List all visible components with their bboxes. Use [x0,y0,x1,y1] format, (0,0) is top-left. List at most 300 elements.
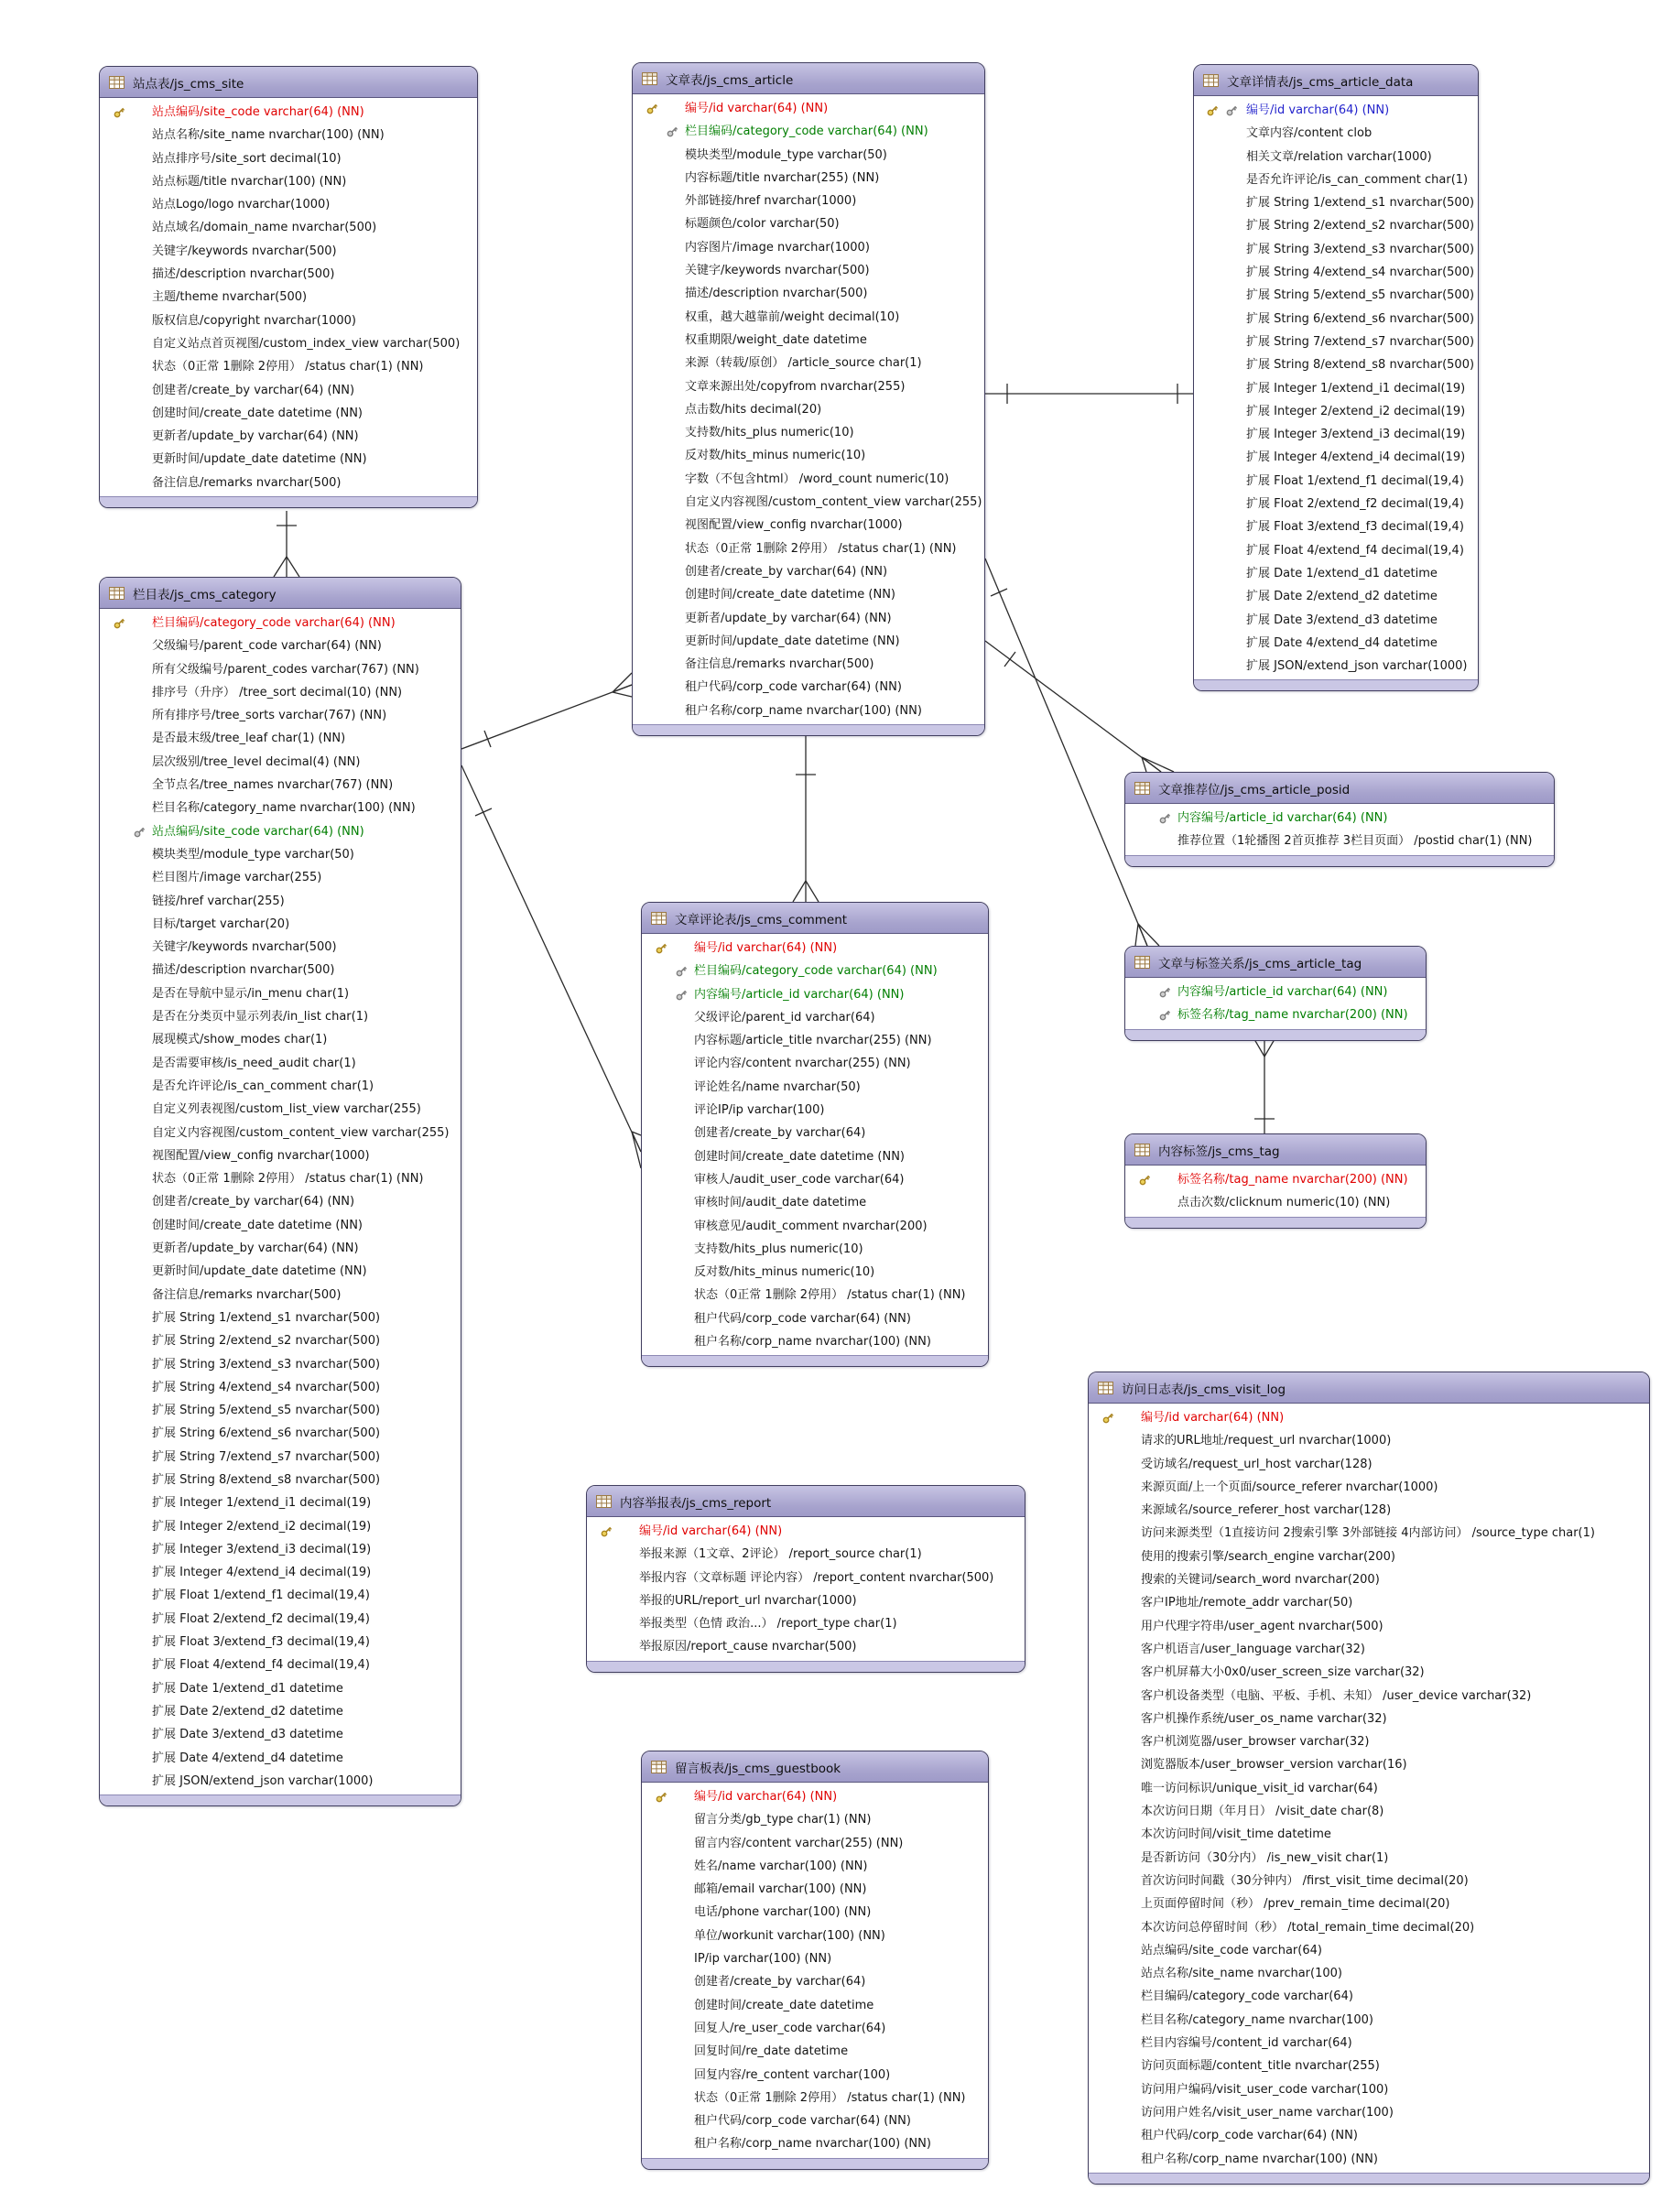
field-row[interactable] [1089,1406,1649,1429]
field-label: 字数（不包含html） /word_count numeric(10) [685,472,949,486]
field-label: 扩展 Date 2/extend_d2 datetime [152,1704,343,1719]
field-row[interactable] [100,1654,461,1676]
field-row[interactable] [642,1076,988,1099]
field-label: 扩展 String 4/extend_s4 nvarchar(500) [152,1380,381,1394]
field-row[interactable] [587,1612,1025,1635]
field-row[interactable] [1089,1591,1649,1614]
field-row[interactable] [100,1190,461,1213]
field-row[interactable] [1089,1615,1649,1638]
field-row[interactable] [642,1785,988,1808]
field-row[interactable] [100,1700,461,1723]
field-row[interactable] [1089,1429,1649,1452]
field-row[interactable] [100,843,461,866]
field-row[interactable] [1194,284,1478,307]
field-label: 状态（0正常 1删除 2停用） /status char(1) (NN) [694,1288,966,1303]
table-title: 栏目表/js_cms_category [133,587,277,602]
field-row[interactable] [633,560,984,583]
field-row[interactable] [642,1215,988,1238]
field-label: 文章来源出处/copyfrom nvarchar(255) [685,379,906,394]
field-row[interactable] [100,147,477,170]
field-row[interactable] [633,676,984,699]
field-row[interactable] [1194,515,1478,538]
field-row[interactable] [1089,1962,1649,1985]
field-row[interactable] [642,2040,988,2063]
table-header-tag[interactable] [1125,1134,1426,1166]
field-row[interactable] [1089,2124,1649,2147]
field-row[interactable] [1089,1847,1649,1870]
field-row[interactable] [633,120,984,143]
field-row[interactable] [100,1028,461,1051]
field-label: 站点名称/site_name nvarchar(100) (NN) [152,128,385,143]
field-row[interactable] [633,583,984,606]
field-row[interactable] [100,193,477,216]
field-row[interactable] [100,1005,461,1028]
field-row[interactable] [642,1052,988,1075]
field-row[interactable] [100,1075,461,1098]
field-row[interactable] [100,355,477,378]
field-row[interactable] [100,1399,461,1422]
field-row[interactable] [1089,2148,1649,2171]
field-row[interactable] [1089,1777,1649,1800]
field-label: 创建时间/create_date datetime [694,1998,874,2012]
field-row[interactable] [1125,981,1426,1003]
relationship-line-article-article_tag [985,558,1147,946]
field-row[interactable] [100,1376,461,1399]
field-row[interactable] [642,1284,988,1307]
field-row[interactable] [100,1307,461,1329]
field-row[interactable] [100,634,461,657]
field-row[interactable] [633,144,984,167]
field-row[interactable] [100,1122,461,1144]
field-row[interactable] [642,1191,988,1214]
field-row[interactable] [1089,1661,1649,1684]
field-row[interactable] [100,704,461,727]
field-row[interactable] [100,1353,461,1376]
field-label: 扩展 Integer 2/extend_i2 decimal(19) [152,1519,372,1534]
field-row[interactable] [100,890,461,913]
field-label: 扩展 Date 4/extend_d4 datetime [1246,635,1438,650]
field-row[interactable] [633,421,984,444]
field-row[interactable] [642,1307,988,1330]
field-label: 本次访问总停留时间（秒） /total_remain_time decimal(20) [1141,1920,1475,1935]
table-node-site[interactable] [99,66,478,508]
field-row[interactable] [1194,353,1478,376]
field-row[interactable] [633,167,984,190]
table-header-site[interactable] [100,67,477,98]
field-row[interactable] [1194,99,1478,122]
field-row[interactable] [633,329,984,352]
field-row[interactable] [1089,1753,1649,1776]
field-row[interactable] [1194,493,1478,515]
field-row[interactable] [642,1238,988,1261]
table-node-guestbook[interactable] [641,1751,989,2170]
field-row[interactable] [1089,2009,1649,2032]
field-row[interactable] [1089,1870,1649,1892]
field-label: 主题/theme nvarchar(500) [152,290,308,305]
field-row[interactable] [642,1808,988,1831]
table-field-list [587,1517,1025,1659]
field-row[interactable] [587,1589,1025,1612]
field-row[interactable] [1089,1568,1649,1591]
field-row[interactable] [642,1832,988,1855]
table-title: 访问日志表/js_cms_visit_log [1122,1382,1286,1397]
primary-key-icon [1205,103,1221,118]
field-row[interactable] [1089,2055,1649,2077]
field-row[interactable] [1089,1708,1649,1730]
field-row[interactable] [642,2109,988,2132]
field-row[interactable] [100,1608,461,1631]
field-row[interactable] [1194,261,1478,284]
table-header-article_posid[interactable] [1125,773,1554,804]
table-header-article[interactable] [633,63,984,94]
field-label: 目标/target varchar(20) [152,916,290,931]
field-row[interactable] [100,1144,461,1167]
table-header-article_tag[interactable] [1125,947,1426,978]
field-row[interactable] [100,913,461,936]
table-node-article_posid[interactable] [1124,772,1555,867]
field-row[interactable] [1194,539,1478,562]
field-row[interactable] [1089,2032,1649,2055]
field-row[interactable] [1089,1985,1649,2008]
field-row[interactable] [100,982,461,1005]
table-node-article_tag[interactable] [1124,946,1427,1041]
field-row[interactable] [100,286,477,309]
field-label: 首次访问时间戳（30分钟内） /first_visit_time decimal(20) [1141,1873,1469,1888]
field-label: 留言内容/content varchar(255) (NN) [694,1836,904,1850]
primary-key-icon [645,101,660,116]
field-label: 更新者/update_by varchar(64) (NN) [685,611,892,625]
field-row[interactable] [100,170,477,193]
field-label: 回复人/re_user_code varchar(64) [694,2021,886,2035]
field-row[interactable] [1125,830,1554,852]
field-row[interactable] [633,398,984,421]
table-header-comment[interactable] [642,903,988,934]
field-row[interactable] [633,607,984,630]
foreign-key-icon [1157,810,1173,826]
field-row[interactable] [1194,377,1478,400]
table-footer-strip [1194,679,1478,690]
field-row[interactable] [1125,807,1554,830]
table-header-article_data[interactable] [1194,65,1478,96]
table-field-list [1089,1404,1649,2171]
primary-key-icon [654,940,669,956]
foreign-key-icon [674,987,689,1003]
field-row[interactable] [100,379,477,402]
field-row[interactable] [100,332,477,355]
field-label: 栏目编码/category_code varchar(64) (NN) [152,616,396,630]
field-row[interactable] [642,1029,988,1052]
field-row[interactable] [100,1631,461,1654]
table-node-article_data[interactable] [1193,64,1479,691]
field-row[interactable] [633,468,984,491]
field-label: 自定义站点首页视图/custom_index_view varchar(500) [152,336,461,351]
field-row[interactable] [633,306,984,329]
table-header-visit_log[interactable] [1089,1372,1649,1404]
table-title: 文章与标签关系/js_cms_article_tag [1158,956,1362,971]
field-label: 内容标题/title nvarchar(255) (NN) [685,170,880,185]
field-row[interactable] [100,727,461,750]
field-row[interactable] [642,1970,988,1993]
relationship-line-category-article [613,692,632,697]
field-row[interactable] [1194,423,1478,446]
field-row[interactable] [100,1747,461,1770]
field-row[interactable] [633,259,984,282]
primary-key-icon [1101,1410,1116,1426]
field-row[interactable] [100,216,477,239]
field-row[interactable] [633,653,984,676]
field-row[interactable] [1194,331,1478,353]
field-row[interactable] [642,1994,988,2017]
field-row[interactable] [642,1855,988,1878]
field-row[interactable] [100,1515,461,1538]
field-row[interactable] [642,1901,988,1924]
field-row[interactable] [1125,1003,1426,1026]
field-label: 关键字/keywords nvarchar(500) [152,940,337,955]
field-row[interactable] [1089,1800,1649,1823]
field-label: 扩展 Date 1/extend_d1 datetime [152,1681,343,1696]
field-label: 编号/id varchar(64) (NN) [694,1790,838,1804]
field-row[interactable] [100,1422,461,1445]
field-row[interactable] [100,751,461,774]
field-row[interactable] [1089,1823,1649,1846]
field-row[interactable] [633,236,984,259]
field-label: 举报原因/report_cause nvarchar(500) [639,1640,857,1654]
field-row[interactable] [1089,1453,1649,1476]
field-label: 姓名/name varchar(100) (NN) [694,1859,868,1873]
field-row[interactable] [100,472,477,494]
field-row[interactable] [100,1584,461,1607]
table-node-category[interactable] [99,577,461,1806]
field-row[interactable] [1089,1730,1649,1753]
field-row[interactable] [100,263,477,286]
field-row[interactable] [1089,1892,1649,1915]
field-label: 自定义内容视图/custom_content_view varchar(255) [685,495,982,510]
field-row[interactable] [1089,2101,1649,2124]
field-row[interactable] [1194,446,1478,469]
field-row[interactable] [100,820,461,843]
field-row[interactable] [633,537,984,560]
field-row[interactable] [1125,1191,1426,1214]
field-row[interactable] [642,1261,988,1284]
field-row[interactable] [642,937,988,960]
field-label: 模块类型/module_type varchar(50) [152,847,354,862]
table-title: 留言板表/js_cms_guestbook [675,1761,841,1776]
field-row[interactable] [100,658,461,681]
field-label: 描述/description nvarchar(500) [152,963,335,978]
relationship-line-article-comment [793,881,806,902]
field-label: 创建者/create_by varchar(64) [694,1975,866,1990]
table-icon [651,912,667,925]
field-label: 访问用户姓名/visit_user_name varchar(100) [1141,2105,1394,2120]
field-row[interactable] [100,936,461,959]
field-row[interactable] [1089,1522,1649,1545]
field-row[interactable] [1089,1638,1649,1661]
table-node-article[interactable] [632,62,985,736]
field-label: 视图配置/view_config nvarchar(1000) [152,1148,370,1163]
field-row[interactable] [633,190,984,212]
field-row[interactable] [100,1284,461,1307]
field-row[interactable] [1089,1685,1649,1708]
field-label: 描述/description nvarchar(500) [152,267,335,282]
field-row[interactable] [642,1145,988,1168]
field-row[interactable] [100,1469,461,1491]
field-row[interactable] [587,1567,1025,1589]
field-label: 支持数/hits_plus numeric(10) [694,1242,863,1256]
field-row[interactable] [100,448,477,471]
field-row[interactable] [587,1520,1025,1543]
field-row[interactable] [633,352,984,374]
field-row[interactable] [642,2087,988,2109]
field-row[interactable] [633,375,984,398]
field-row[interactable] [1089,1916,1649,1939]
field-label: 租户代码/corp_code varchar(64) (NN) [694,1311,911,1326]
field-row[interactable] [1125,1168,1426,1191]
field-label: 扩展 Date 1/extend_d1 datetime [1246,566,1438,580]
field-row[interactable] [100,681,461,704]
field-row[interactable] [1194,308,1478,331]
field-row[interactable] [1194,214,1478,237]
field-row[interactable] [633,630,984,653]
field-label: 审核时间/audit_date datetime [694,1196,867,1210]
field-label: 客户机屏幕大小0x0/user_screen_size varchar(32) [1141,1665,1425,1680]
field-row[interactable] [100,797,461,819]
field-row[interactable] [100,1260,461,1283]
field-label: 举报类型（色情 政治...） /report_type char(1) [639,1617,897,1632]
field-label: 层次级别/tree_level decimal(4) (NN) [152,754,361,769]
field-label: 留言分类/gb_type char(1) (NN) [694,1813,872,1827]
field-row[interactable] [642,2017,988,2040]
field-row[interactable] [100,959,461,981]
field-row[interactable] [1194,632,1478,655]
field-row[interactable] [1089,2078,1649,2101]
field-row[interactable] [633,97,984,120]
field-row[interactable] [100,612,461,634]
table-node-comment[interactable] [641,902,989,1367]
field-row[interactable] [100,1446,461,1469]
field-row[interactable] [100,1491,461,1514]
field-row[interactable] [100,1167,461,1190]
field-row[interactable] [587,1635,1025,1658]
table-footer-strip [633,724,984,735]
field-row[interactable] [100,866,461,889]
table-title: 文章表/js_cms_article [666,72,794,88]
table-footer-strip [1089,2173,1649,2184]
field-row[interactable] [100,1214,461,1237]
field-label: 是否在导航中显示/in_menu char(1) [152,986,350,1001]
table-node-visit_log[interactable] [1088,1372,1650,2185]
field-label: 扩展 String 3/extend_s3 nvarchar(500) [152,1357,381,1372]
field-label: 描述/description nvarchar(500) [685,287,868,301]
field-row[interactable] [100,240,477,263]
field-row[interactable] [642,1878,988,1901]
field-row[interactable] [1194,168,1478,191]
field-label: 评论内容/content nvarchar(255) (NN) [694,1057,911,1071]
field-label: 使用的搜索引擎/search_engine varchar(200) [1141,1549,1395,1564]
field-row[interactable] [100,1052,461,1075]
field-label: 是否允许评论/is_can_comment char(1) [1246,172,1469,187]
field-row[interactable] [1194,400,1478,423]
table-node-report[interactable] [586,1485,1025,1673]
field-label: 标题颜色/color varchar(50) [685,217,840,232]
field-label: 更新时间/update_date datetime (NN) [152,1264,367,1279]
field-row[interactable] [100,1770,461,1793]
field-row[interactable] [100,774,461,797]
field-row[interactable] [100,425,477,448]
field-row[interactable] [642,2132,988,2155]
field-row[interactable] [100,1098,461,1121]
field-row[interactable] [633,491,984,514]
field-row[interactable] [642,1947,988,1970]
field-row[interactable] [1194,585,1478,608]
field-row[interactable] [1089,1939,1649,1962]
field-row[interactable] [1194,609,1478,632]
field-row[interactable] [642,1330,988,1353]
field-label: 评论姓名/name nvarchar(50) [694,1079,861,1094]
field-row[interactable] [633,212,984,235]
field-row[interactable] [1194,238,1478,261]
field-row[interactable] [1194,191,1478,214]
field-row[interactable] [100,1329,461,1352]
field-row[interactable] [1194,562,1478,585]
field-label: 栏目内容编号/content_id varchar(64) [1141,2036,1352,2051]
field-row[interactable] [642,1099,988,1122]
relationship-line-article-article_tag [1138,924,1147,946]
field-row[interactable] [642,960,988,982]
field-row[interactable] [100,309,477,332]
field-row[interactable] [642,1122,988,1144]
field-row[interactable] [100,1677,461,1700]
field-label: 扩展 Date 4/extend_d4 datetime [152,1751,343,1765]
field-row[interactable] [100,124,477,146]
field-row[interactable] [100,1538,461,1561]
field-label: 站点名称/site_name nvarchar(100) [1141,1967,1342,1981]
field-row[interactable] [100,1561,461,1584]
field-row[interactable] [1194,146,1478,168]
table-node-tag[interactable] [1124,1133,1427,1229]
field-row[interactable] [100,402,477,425]
field-row[interactable] [587,1543,1025,1566]
field-row[interactable] [642,1006,988,1029]
field-row[interactable] [100,101,477,124]
field-row[interactable] [633,444,984,467]
field-label: 站点排序号/site_sort decimal(10) [152,151,342,166]
primary-key-icon [599,1523,614,1539]
field-row[interactable] [642,1168,988,1191]
field-row[interactable] [100,1723,461,1746]
table-header-report[interactable] [587,1486,1025,1517]
field-row[interactable] [1089,1476,1649,1499]
table-header-guestbook[interactable] [642,1751,988,1783]
field-row[interactable] [633,699,984,722]
field-label: 扩展 Float 2/extend_f2 decimal(19,4) [1246,497,1464,512]
field-row[interactable] [100,1237,461,1260]
field-label: 用户代理字符串/user_agent nvarchar(500) [1141,1619,1383,1633]
field-row[interactable] [642,1925,988,1947]
field-row[interactable] [1089,1545,1649,1568]
field-row[interactable] [633,514,984,537]
table-footer-strip [587,1661,1025,1672]
field-row[interactable] [1194,655,1478,678]
field-row[interactable] [1194,470,1478,493]
field-row[interactable] [1194,122,1478,145]
field-row[interactable] [633,282,984,305]
table-header-category[interactable] [100,578,461,609]
field-row[interactable] [642,2064,988,2087]
field-label: 创建者/create_by varchar(64) (NN) [152,1195,355,1209]
field-row[interactable] [642,983,988,1006]
field-row[interactable] [1089,1499,1649,1522]
field-label: 审核人/audit_user_code varchar(64) [694,1172,905,1187]
